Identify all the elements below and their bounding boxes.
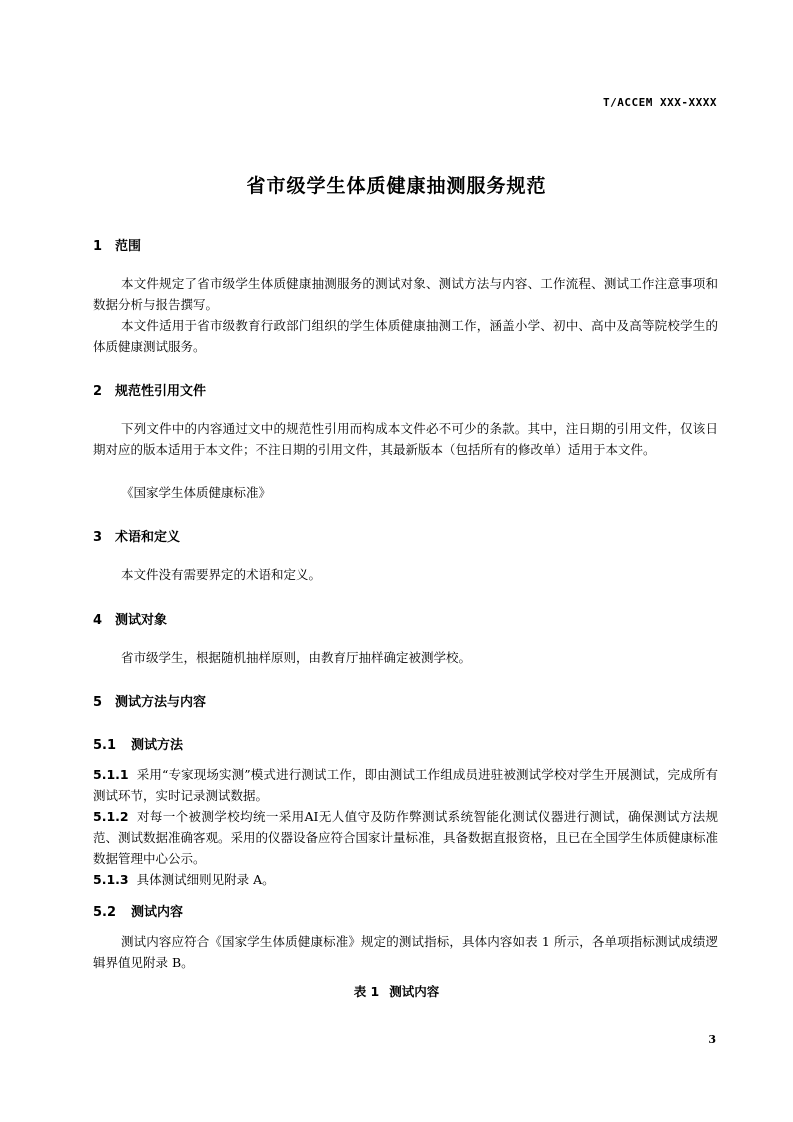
section-5-heading — [93, 691, 206, 710]
paragraph: 本文件没有需要界定的术语和定义。 — [121, 567, 322, 582]
subsection-title: 测试内容 — [131, 905, 184, 920]
section-title: 测试方法与内容 — [115, 695, 207, 710]
section-number: 1 — [93, 239, 103, 254]
reference-item: 《国家学生体质健康标准》 — [121, 485, 272, 500]
section-1-heading — [93, 235, 141, 254]
clause-text: 对每一个被测学校均统一采用AI无人值守及防作弊测试系统智能化测试仪器进行测试，确保测试方法规范、测试数据准确客观。采用的仪器设备应符合国家计量标准，具备数据直报资格，且已在全国学生体质健康标准数据管理中心公示。 — [93, 809, 719, 866]
section-title: 术语和定义 — [115, 530, 181, 545]
clause-5-1-1 — [93, 764, 718, 806]
section-title: 范围 — [115, 239, 142, 254]
subsection-number: 5.1 — [93, 738, 117, 753]
table-label: 表 1 — [353, 984, 380, 999]
section-3-heading — [93, 526, 180, 545]
section-title: 测试对象 — [115, 613, 168, 628]
section-title: 规范性引用文件 — [115, 384, 207, 399]
clause-5-1-2 — [93, 806, 718, 869]
clause-number: 5.1.2 — [93, 809, 129, 824]
clause-number: 5.1.3 — [93, 872, 129, 887]
subsection-5-1-heading — [93, 734, 183, 753]
table-title: 测试内容 — [389, 984, 440, 999]
document-title: 省市级学生体质健康抽测服务规范 — [246, 175, 547, 197]
section-4-heading — [93, 609, 167, 628]
clause-number: 5.1.1 — [93, 767, 129, 782]
paragraph: 省市级学生，根据随机抽样原则，由教育厅抽样确定被测学校。 — [121, 650, 472, 665]
standard-code: T/ACCEM XXX-XXXX — [603, 96, 717, 109]
section-number: 3 — [93, 530, 103, 545]
page-number: 3 — [708, 1033, 716, 1046]
subsection-title: 测试方法 — [131, 738, 184, 753]
section-number: 4 — [93, 613, 103, 628]
paragraph: 测试内容应符合《国家学生体质健康标准》规定的测试指标，具体内容如表 1 所示，各单项指标测试成绩逻辑界值见附录 B。 — [93, 934, 718, 970]
section-number: 5 — [93, 695, 103, 710]
section-2-heading — [93, 380, 206, 399]
subsection-5-2-heading — [93, 901, 183, 920]
table-caption — [0, 982, 793, 1000]
subsection-number: 5.2 — [93, 905, 117, 920]
clause-text: 采用“专家现场实测”模式进行测试工作，即由测试工作组成员进驻被测试学校对学生开展测试，完成所有测试环节，实时记录测试数据。 — [93, 767, 718, 803]
clause-text: 具体测试细则见附录 A。 — [136, 872, 275, 887]
paragraph: 下列文件中的内容通过文中的规范性引用而构成本文件必不可少的条款。其中，注日期的引用文件，仅该日期对应的版本适用于本文件；不注日期的引用文件，其最新版本（包括所有的修改单）适用于本文件。 — [93, 421, 718, 457]
paragraph: 本文件规定了省市级学生体质健康抽测服务的测试对象、测试方法与内容、工作流程、测试工作注意事项和数据分析与报告撰写。 — [93, 276, 718, 312]
paragraph: 本文件适用于省市级教育行政部门组织的学生体质健康抽测工作，涵盖小学、初中、高中及高等院校学生的体质健康测试服务。 — [93, 318, 718, 354]
clause-5-1-3 — [93, 869, 718, 890]
section-number: 2 — [93, 384, 103, 399]
